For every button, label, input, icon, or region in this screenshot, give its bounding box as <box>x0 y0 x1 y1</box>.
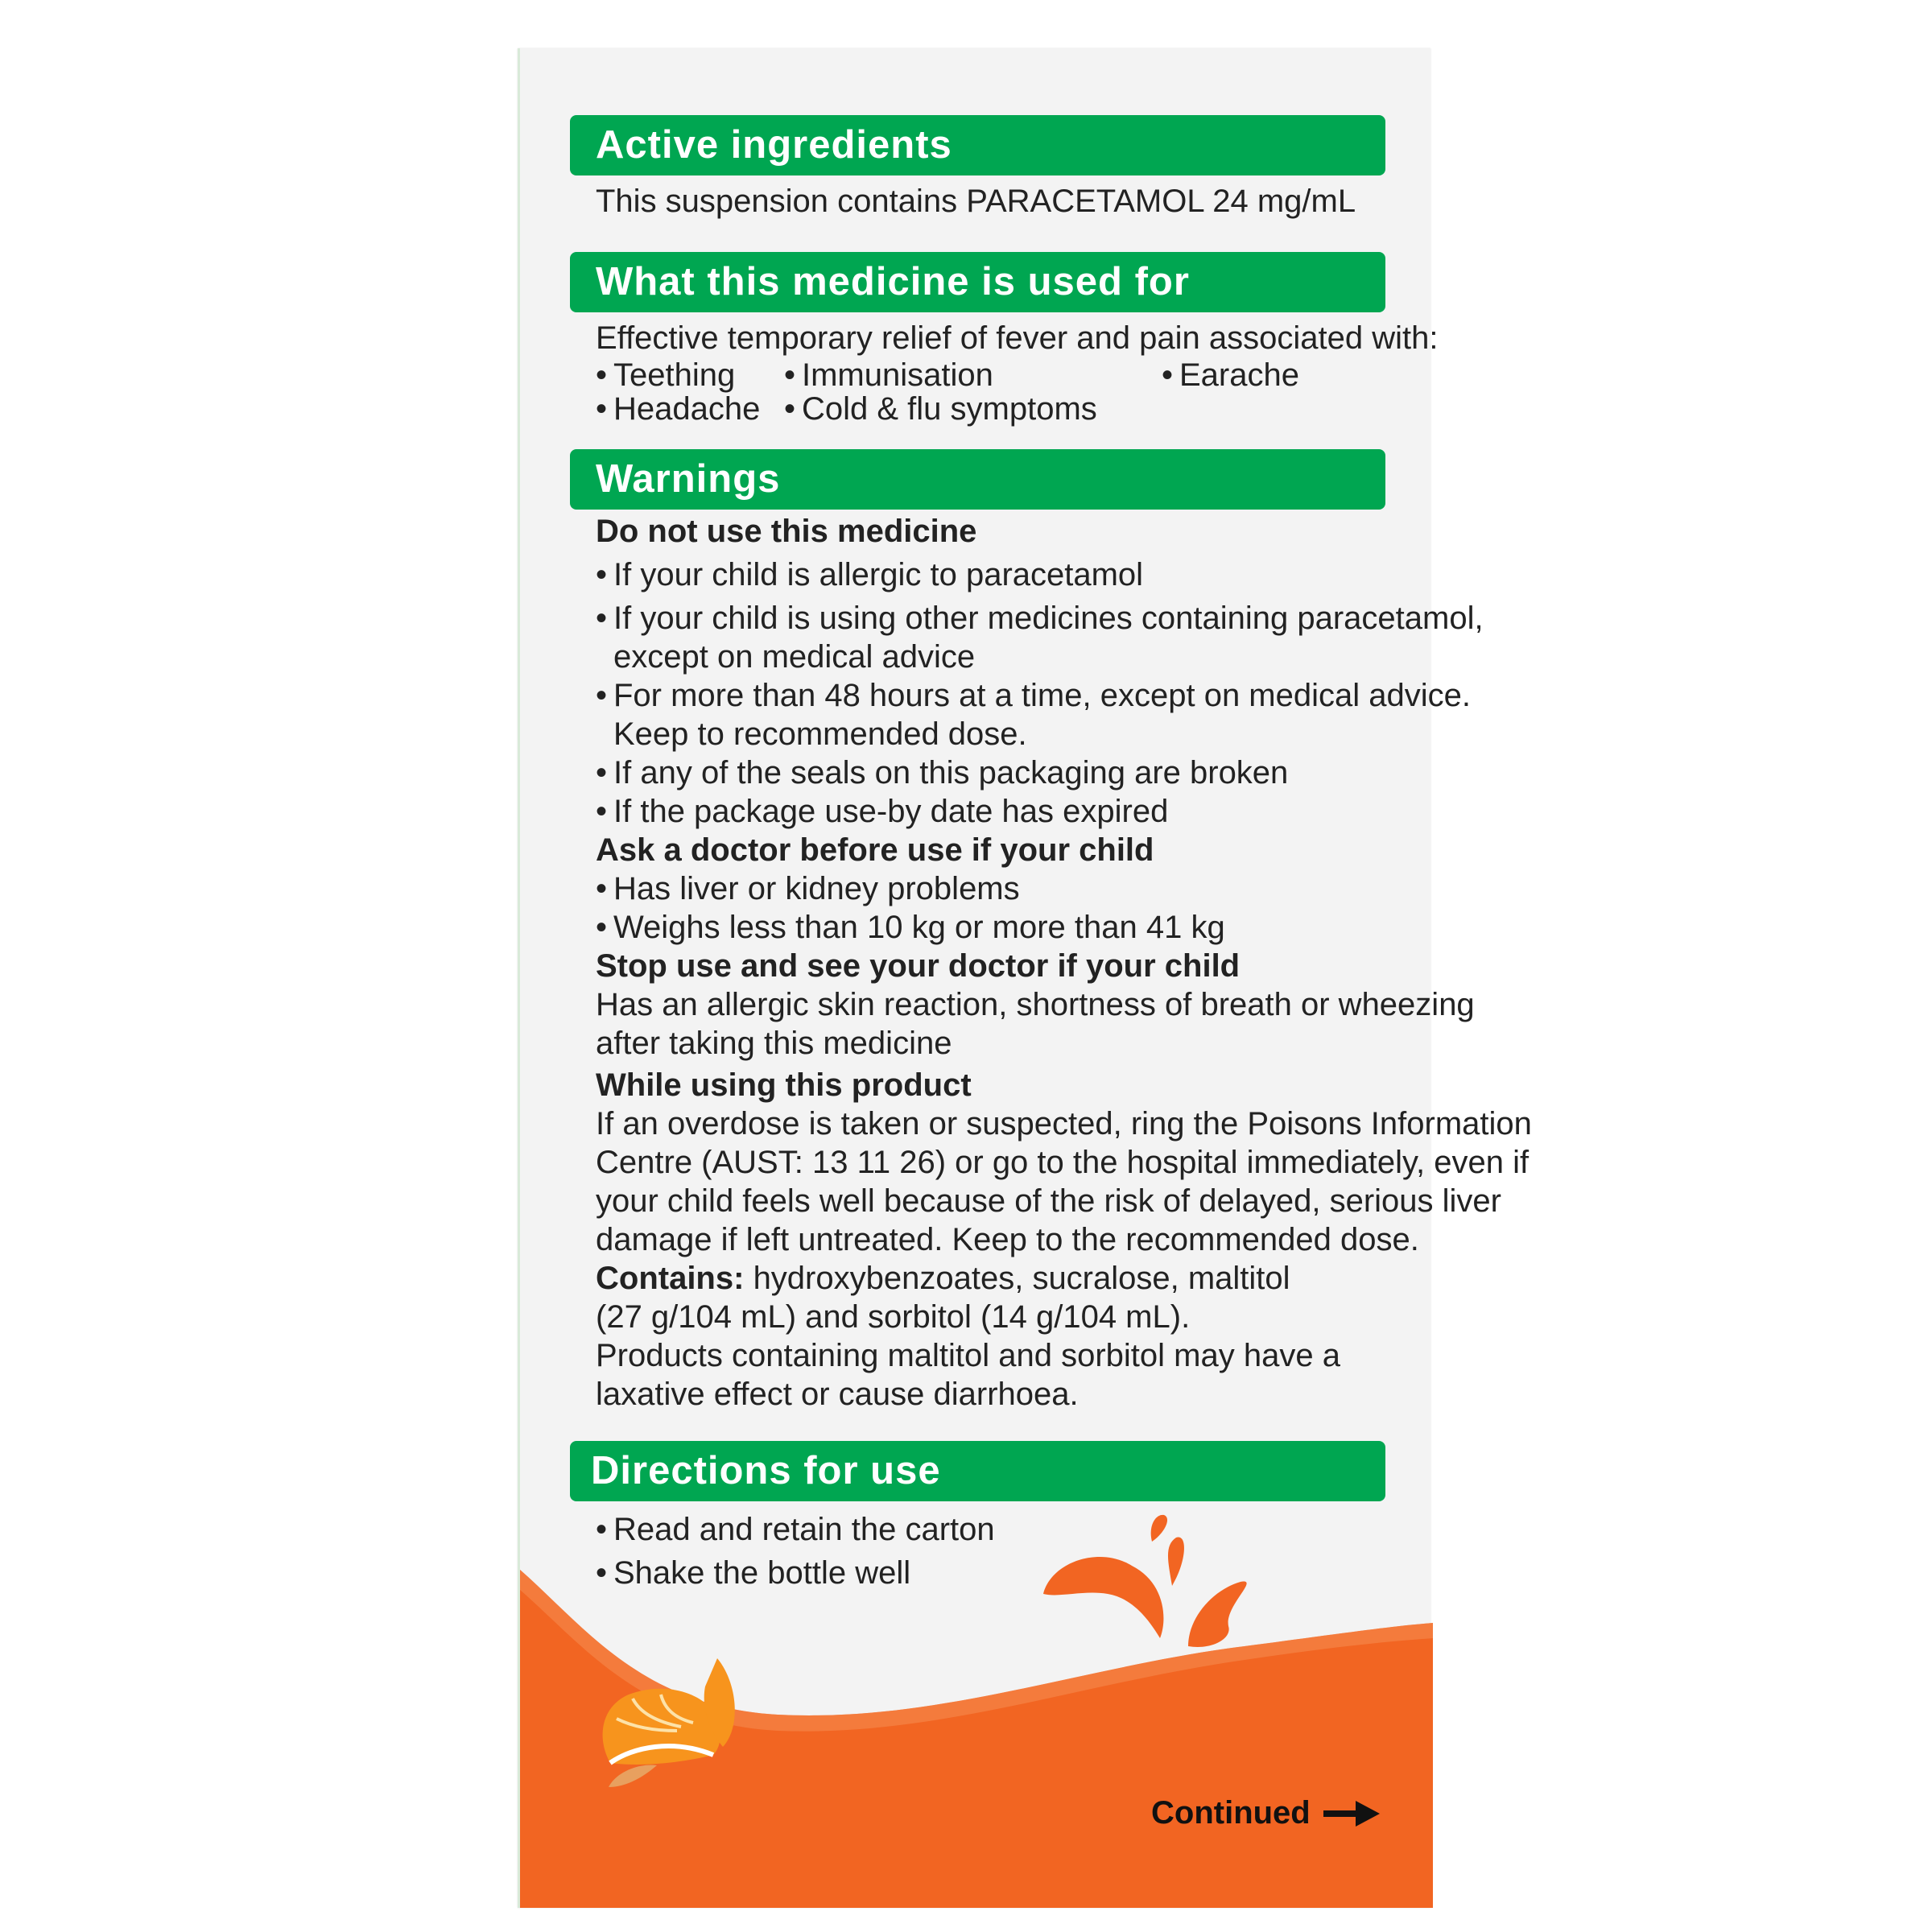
bullet-icon: • <box>596 1555 608 1591</box>
contains-line: laxative effect or cause diarrhoea. <box>596 1377 1079 1412</box>
while-using-line: Centre (AUST: 13 11 26) or go to the hospital immediately, even if <box>596 1145 1530 1180</box>
ask-item: • Weighs less than 10 kg or more than 41 kg <box>596 910 1225 945</box>
do-not-use-title: Do not use this medicine <box>596 514 977 549</box>
warning-item: • If your child is using other medicines containing paracetamol, <box>596 601 1484 636</box>
stop-use-title: Stop use and see your doctor if your child <box>596 948 1241 984</box>
bullet-icon: • <box>596 871 608 906</box>
warnings-heading: Warnings <box>570 449 1385 510</box>
splash-icon <box>1043 1515 1247 1647</box>
contains-line: Products containing maltitol and sorbitol may have a <box>596 1338 1340 1373</box>
active-ingredients-heading: Active ingredients <box>570 115 1385 175</box>
list-item-immunisation: • Immunisation <box>784 357 993 393</box>
warning-item: • For more than 48 hours at a time, except on medical advice. <box>596 678 1471 713</box>
while-using-line: If an overdose is taken or suspected, ring the Poisons Information <box>596 1106 1532 1141</box>
while-using-title: While using this product <box>596 1067 972 1103</box>
contains-line: (27 g/104 mL) and sorbitol (14 g/104 mL). <box>596 1299 1191 1335</box>
continued-label: Continued <box>1151 1795 1380 1831</box>
bullet-icon: • <box>596 755 608 791</box>
bullet-icon: • <box>784 391 796 427</box>
bullet-icon: • <box>596 601 608 636</box>
contains-line: Contains: hydroxybenzoates, sucralose, maltitol <box>596 1261 1290 1296</box>
list-item-headache: • Headache <box>596 391 761 427</box>
bullet-icon: • <box>596 391 608 427</box>
bullet-icon: • <box>596 1512 608 1547</box>
bullet-icon: • <box>596 357 608 393</box>
while-using-line: your child feels well because of the risk of delayed, serious liver <box>596 1183 1501 1219</box>
list-item-teething: • Teething <box>596 357 736 393</box>
list-item-earache: • Earache <box>1162 357 1299 393</box>
warning-item: • If any of the seals on this packaging are broken <box>596 755 1289 791</box>
bullet-icon: • <box>596 794 608 829</box>
bullet-icon: • <box>1162 357 1174 393</box>
used-for-heading: What this medicine is used for <box>570 252 1385 312</box>
ask-item: • Has liver or kidney problems <box>596 871 1020 906</box>
warning-item-continued: Keep to recommended dose. <box>613 716 1027 752</box>
direction-item: • Shake the bottle well <box>596 1555 911 1591</box>
contains-label: Contains: <box>596 1261 745 1296</box>
list-item-cold-flu: • Cold & flu symptoms <box>784 391 1097 427</box>
warning-item: • If the package use-by date has expired <box>596 794 1169 829</box>
ask-doctor-title: Ask a doctor before use if your child <box>596 832 1154 868</box>
stop-use-line: after taking this medicine <box>596 1026 952 1061</box>
used-for-intro: Effective temporary relief of fever and pain associated with: <box>596 320 1439 356</box>
active-ingredients-text: This suspension contains PARACETAMOL 24 mg/mL <box>596 184 1356 219</box>
direction-item: • Read and retain the carton <box>596 1512 995 1547</box>
bullet-icon: • <box>596 910 608 945</box>
warning-item-continued: except on medical advice <box>613 639 976 675</box>
carton-panel <box>518 48 1532 1908</box>
arrow-right-icon <box>1323 1799 1380 1828</box>
warning-item: • If your child is allergic to paracetamol <box>596 557 1144 592</box>
bullet-icon: • <box>596 678 608 713</box>
directions-heading: Directions for use <box>570 1441 1385 1501</box>
stop-use-line: Has an allergic skin reaction, shortness of breath or wheezing <box>596 987 1475 1022</box>
while-using-line: damage if left untreated. Keep to the recommended dose. <box>596 1222 1419 1257</box>
bullet-icon: • <box>784 357 796 393</box>
bullet-icon: • <box>596 557 608 592</box>
